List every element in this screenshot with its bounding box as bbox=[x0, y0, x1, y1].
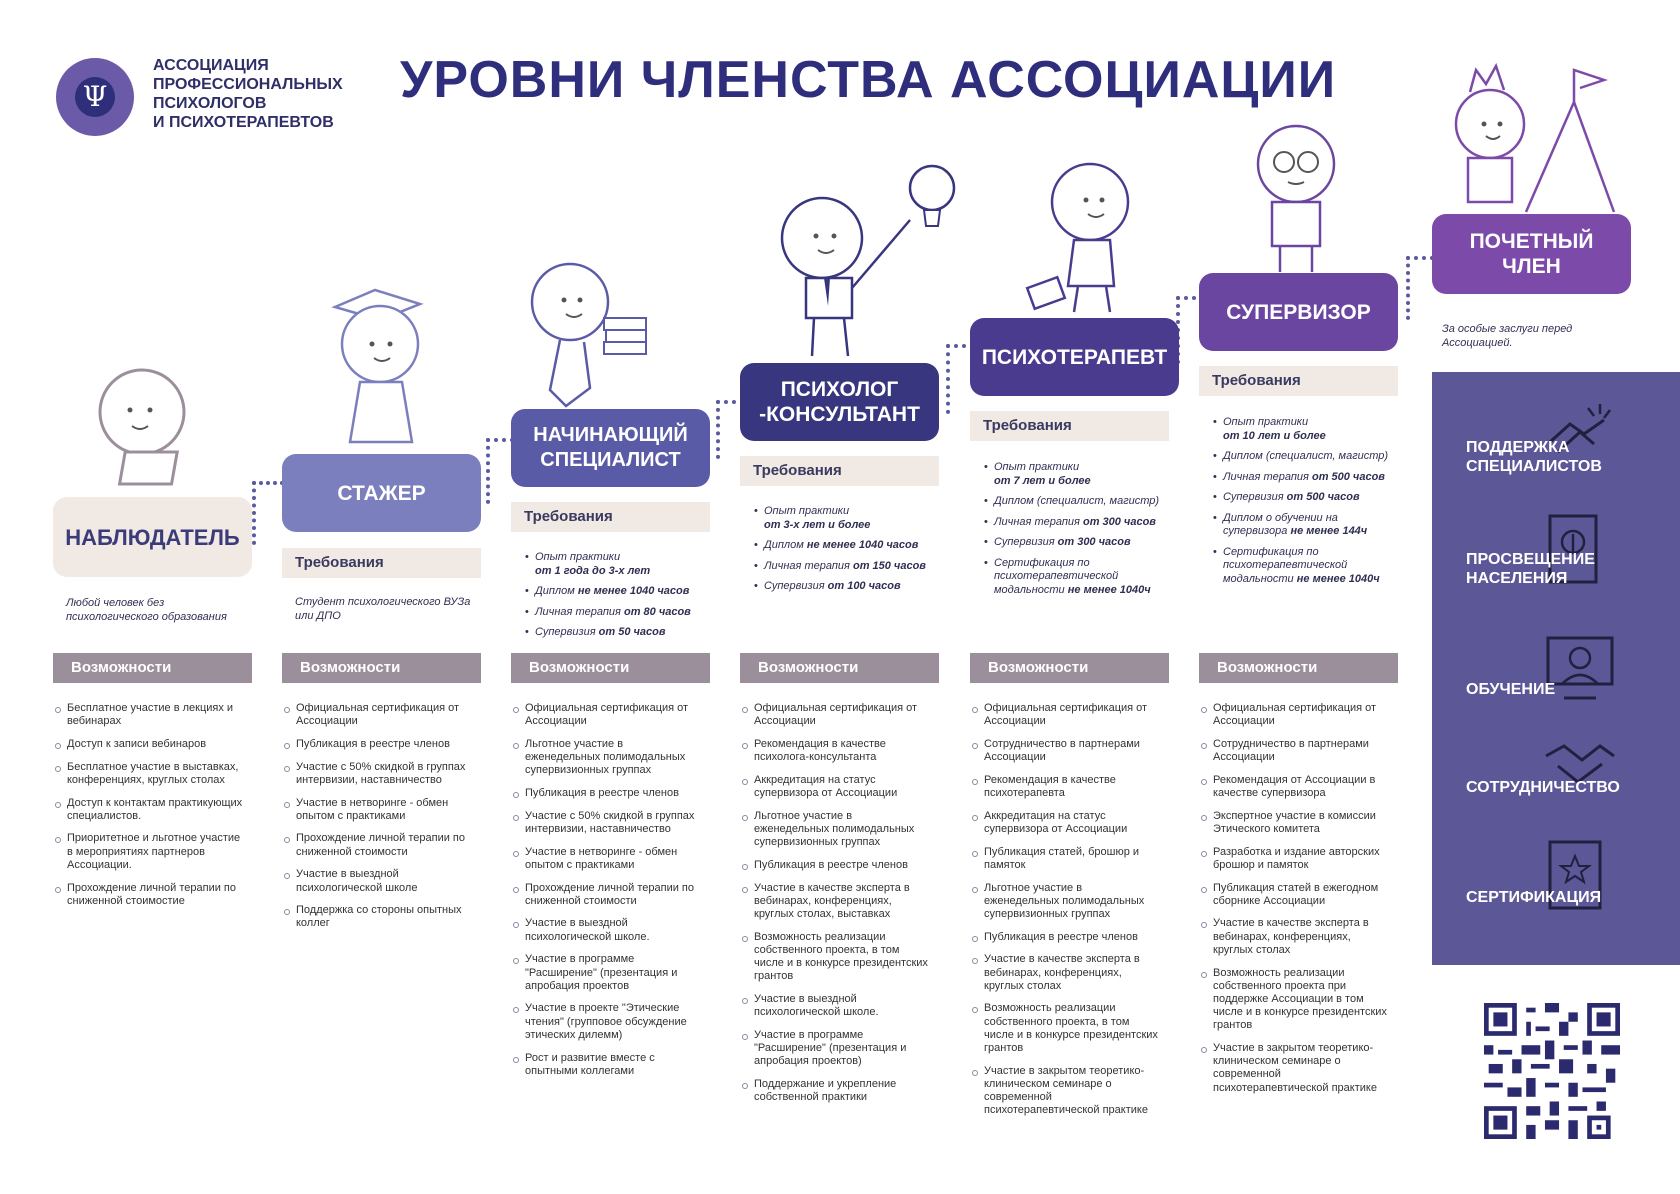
level-honorary-title: ПОЧЕТНЫЙ ЧЛЕН bbox=[1432, 214, 1631, 294]
panel-item-cooperation: СОТРУДНИЧЕСТВО bbox=[1466, 779, 1620, 796]
list-item: Официальная сертификация от Ассоциации bbox=[1199, 702, 1389, 728]
list-item: Официальная сертификация от Ассоциации bbox=[740, 702, 930, 728]
association-logo bbox=[56, 58, 134, 136]
page-title: УРОВНИ ЧЛЕНСТВА АССОЦИАЦИИ bbox=[400, 51, 1337, 109]
connector bbox=[1406, 256, 1434, 320]
list-item: • Личная терапия от 80 часов bbox=[525, 606, 710, 620]
list-item: Участие с 50% скидкой в группах интервизии, наставничество bbox=[511, 810, 701, 836]
list-item: • Опыт практики от 1 года до 3-х лет bbox=[525, 551, 710, 578]
list-item: • Супервизия от 100 часов bbox=[754, 580, 939, 594]
list-item: • Супервизия от 500 часов bbox=[1213, 491, 1398, 505]
list-item: Официальная сертификация от Ассоциации bbox=[282, 702, 472, 728]
list-item: Сотрудничество в партнерами Ассоциации bbox=[970, 738, 1160, 764]
level-psychotherapist-requirements-header: Требования bbox=[970, 411, 1169, 441]
list-item: Публикация статей в ежегодном сборнике Ассоциации bbox=[1199, 882, 1389, 908]
list-item: Участие в программе "Расширение" (презентация и апробация проектов bbox=[511, 953, 701, 993]
connector bbox=[486, 438, 514, 504]
list-item: Доступ к записи вебинаров bbox=[53, 738, 243, 751]
list-item: Возможность реализации собственного проекта, в том числе и в конкурсе президентских грантов bbox=[970, 1002, 1160, 1055]
list-item: Публикация статей, брошюр и памяток bbox=[970, 846, 1160, 872]
level-observer-note: Любой человек без психологического образования bbox=[66, 597, 227, 623]
level-supervisor-title: СУПЕРВИЗОР bbox=[1199, 273, 1398, 351]
level-beginner-opportunities-header: Возможности bbox=[511, 653, 710, 683]
level-beginner-opportunities bbox=[511, 702, 701, 1087]
list-item: Возможность реализации собственного проекта, в том числе и в конкурсе президентских грантов bbox=[740, 931, 930, 984]
list-item: Официальная сертификация от Ассоциации bbox=[970, 702, 1160, 728]
list-item: Рекомендация в качестве психолога-консультанта bbox=[740, 738, 930, 764]
honorary-figure-icon bbox=[1446, 62, 1616, 220]
level-intern-title: СТАЖЕР bbox=[282, 454, 481, 532]
level-consultant-requirements bbox=[740, 505, 939, 601]
list-item: • Личная терапия от 300 часов bbox=[984, 516, 1169, 530]
list-item: Прохождение личной терапии по сниженной стоимости bbox=[511, 882, 701, 908]
level-psychotherapist-title: ПСИХОТЕРАПЕВТ bbox=[970, 318, 1179, 396]
list-item: Участие в программе "Расширение" (презентация и апробация проектов) bbox=[740, 1029, 930, 1069]
qr-code-icon bbox=[1484, 1003, 1620, 1139]
list-item: Экспертное участие в комиссии Этического комитета bbox=[1199, 810, 1389, 836]
list-item: • Опыт практики от 10 лет и более bbox=[1213, 416, 1398, 443]
intern-figure-icon bbox=[330, 282, 430, 454]
level-supervisor-requirements-header: Требования bbox=[1199, 366, 1398, 396]
list-item: Участие в закрытом теоретико-клиническом семинаре о современной психотерапевтической практике bbox=[1199, 1042, 1389, 1095]
list-item: Участие в закрытом теоретико-клиническом семинаре о современной психотерапевтической практике bbox=[970, 1065, 1160, 1118]
level-consultant-opportunities-header: Возможности bbox=[740, 653, 939, 683]
list-item: Участие в проекте "Этические чтения" (групповое обсуждение этических дилемм) bbox=[511, 1002, 701, 1042]
list-item: Публикация в реестре членов bbox=[511, 787, 701, 800]
list-item: Участие в качестве эксперта в вебинарах, конференциях, круглых столах bbox=[970, 953, 1160, 993]
list-item: Участие в качестве эксперта в вебинарах, конференциях, круглых столах bbox=[1199, 917, 1389, 957]
list-item: Аккредитация на статус супервизора от Ассоциации bbox=[740, 774, 930, 800]
list-item: Льготное участие в еженедельных полимодальных супервизионных группах bbox=[511, 738, 701, 778]
list-item: • Супервизия от 50 часов bbox=[525, 626, 710, 640]
list-item: Льготное участие в еженедельных полимодальных супервизионных группах bbox=[740, 810, 930, 850]
list-item: Доступ к контактам практикующих специалистов. bbox=[53, 797, 243, 823]
list-item: Участие в выездной психологической школе. bbox=[511, 917, 701, 943]
list-item: Приоритетное и льготное участие в мероприятиях партнеров Ассоциации. bbox=[53, 832, 243, 872]
consultant-figure-icon bbox=[762, 148, 967, 366]
connector bbox=[252, 481, 284, 545]
supervisor-figure-icon bbox=[1246, 122, 1346, 272]
panel-item-education-public: ПРОСВЕЩЕНИЕ НАСЕЛЕНИЯ bbox=[1466, 551, 1595, 587]
list-item: • Личная терапия от 150 часов bbox=[754, 560, 939, 574]
level-intern-opportunities bbox=[282, 702, 472, 940]
observer-figure-icon bbox=[92, 368, 202, 486]
list-item: • Сертификация по психотерапевтической модальности не менее 1040ч bbox=[984, 557, 1169, 598]
level-observer-title: НАБЛЮДАТЕЛЬ bbox=[53, 497, 252, 577]
level-intern-requirements-header: Требования bbox=[282, 548, 481, 578]
list-item: Рекомендация от Ассоциации в качестве супервизора bbox=[1199, 774, 1389, 800]
list-item: Аккредитация на статус супервизора от Ассоциации bbox=[970, 810, 1160, 836]
level-observer-opportunities-header: Возможности bbox=[53, 653, 252, 683]
list-item: Поддержка со стороны опытных коллег bbox=[282, 904, 472, 930]
association-name: АССОЦИАЦИЯ ПРОФЕССИОНАЛЬНЫХ ПСИХОЛОГОВ И ПСИХОТЕРАПЕВТОВ bbox=[153, 57, 343, 131]
level-observer-opportunities bbox=[53, 702, 243, 917]
list-item: • Супервизия от 300 часов bbox=[984, 536, 1169, 550]
list-item: Участие в нетворинге - обмен опытом с практиками bbox=[511, 846, 701, 872]
level-supervisor-requirements bbox=[1199, 416, 1398, 593]
level-honorary-note: За особые заслуги перед Ассоциацией. bbox=[1442, 323, 1573, 349]
panel-item-certification: СЕРТИФИКАЦИЯ bbox=[1466, 889, 1602, 906]
list-item: Публикация в реестре членов bbox=[970, 931, 1160, 944]
list-item: Бесплатное участие в лекциях и вебинарах bbox=[53, 702, 243, 728]
list-item: • Опыт практики от 7 лет и более bbox=[984, 461, 1169, 488]
list-item: • Диплом не менее 1040 часов bbox=[754, 539, 939, 553]
list-item: • Сертификация по психотерапевтической модальности не менее 1040ч bbox=[1213, 546, 1398, 587]
list-item: Участие в выездной психологической школе bbox=[282, 868, 472, 894]
list-item: Прохождение личной терапии по сниженной стоимостие bbox=[53, 882, 243, 908]
beginner-figure-icon bbox=[520, 260, 650, 410]
list-item: • Опыт практики от 3-х лет и более bbox=[754, 505, 939, 532]
list-item: Разработка и издание авторских брошюр и памяток bbox=[1199, 846, 1389, 872]
level-beginner-title: НАЧИНАЮЩИЙ СПЕЦИАЛИСТ bbox=[511, 409, 710, 487]
list-item: Рекомендация в качестве психотерапевта bbox=[970, 774, 1160, 800]
list-item: • Диплом не менее 1040 часов bbox=[525, 585, 710, 599]
level-psychotherapist-requirements bbox=[970, 461, 1169, 604]
level-intern-opportunities-header: Возможности bbox=[282, 653, 481, 683]
list-item: Рост и развитие вместе с опытными коллегами bbox=[511, 1052, 701, 1078]
list-item: Официальная сертификация от Ассоциации bbox=[511, 702, 701, 728]
list-item: Участие с 50% скидкой в группах интервизии, наставничество bbox=[282, 761, 472, 787]
psi-symbol: Ψ bbox=[75, 77, 115, 117]
list-item: Бесплатное участие в выставках, конференциях, круглых столах bbox=[53, 761, 243, 787]
level-psychotherapist-opportunities-header: Возможности bbox=[970, 653, 1169, 683]
list-item: • Диплом (специалист, магистр) bbox=[1213, 450, 1398, 464]
level-beginner-requirements bbox=[511, 551, 710, 647]
list-item: Поддержание и укрепление собственной практики bbox=[740, 1078, 930, 1104]
level-consultant-title: ПСИХОЛОГ -КОНСУЛЬТАНТ bbox=[740, 363, 939, 441]
panel-item-support: ПОДДЕРЖКА СПЕЦИАЛИСТОВ bbox=[1466, 439, 1602, 475]
panel-item-training: ОБУЧЕНИЕ bbox=[1466, 681, 1556, 698]
list-item: Публикация в реестре членов bbox=[740, 859, 930, 872]
list-item: • Диплом о обучении на супервизора не менее 144ч bbox=[1213, 512, 1398, 539]
list-item: • Личная терапия от 500 часов bbox=[1213, 471, 1398, 485]
list-item: Возможность реализации собственного проекта при поддержке Ассоциации в том числе и в конкурсе президентских грантов bbox=[1199, 967, 1389, 1033]
list-item: Льготное участие в еженедельных полимодальных супервизионных группах bbox=[970, 882, 1160, 922]
list-item: Участие в выездной психологической школе. bbox=[740, 993, 930, 1019]
level-psychotherapist-opportunities bbox=[970, 702, 1160, 1127]
list-item: Сотрудничество в партнерами Ассоциации bbox=[1199, 738, 1389, 764]
level-supervisor-opportunities bbox=[1199, 702, 1389, 1104]
level-consultant-opportunities bbox=[740, 702, 930, 1114]
list-item: Публикация в реестре членов bbox=[282, 738, 472, 751]
list-item: • Диплом (специалист, магистр) bbox=[984, 495, 1169, 509]
level-consultant-requirements-header: Требования bbox=[740, 456, 939, 486]
values-panel bbox=[1432, 372, 1680, 965]
level-beginner-requirements-header: Требования bbox=[511, 502, 710, 532]
psychotherapist-figure-icon bbox=[1030, 160, 1150, 320]
level-supervisor-opportunities-header: Возможности bbox=[1199, 653, 1398, 683]
list-item: Участие в качестве эксперта в вебинарах, конференциях, круглых столах, выставках bbox=[740, 882, 930, 922]
list-item: Прохождение личной терапии по сниженной стоимости bbox=[282, 832, 472, 858]
list-item: Участие в нетворинге - обмен опытом с практиками bbox=[282, 797, 472, 823]
level-intern-note: Студент психологического ВУЗа или ДПО bbox=[295, 596, 471, 622]
